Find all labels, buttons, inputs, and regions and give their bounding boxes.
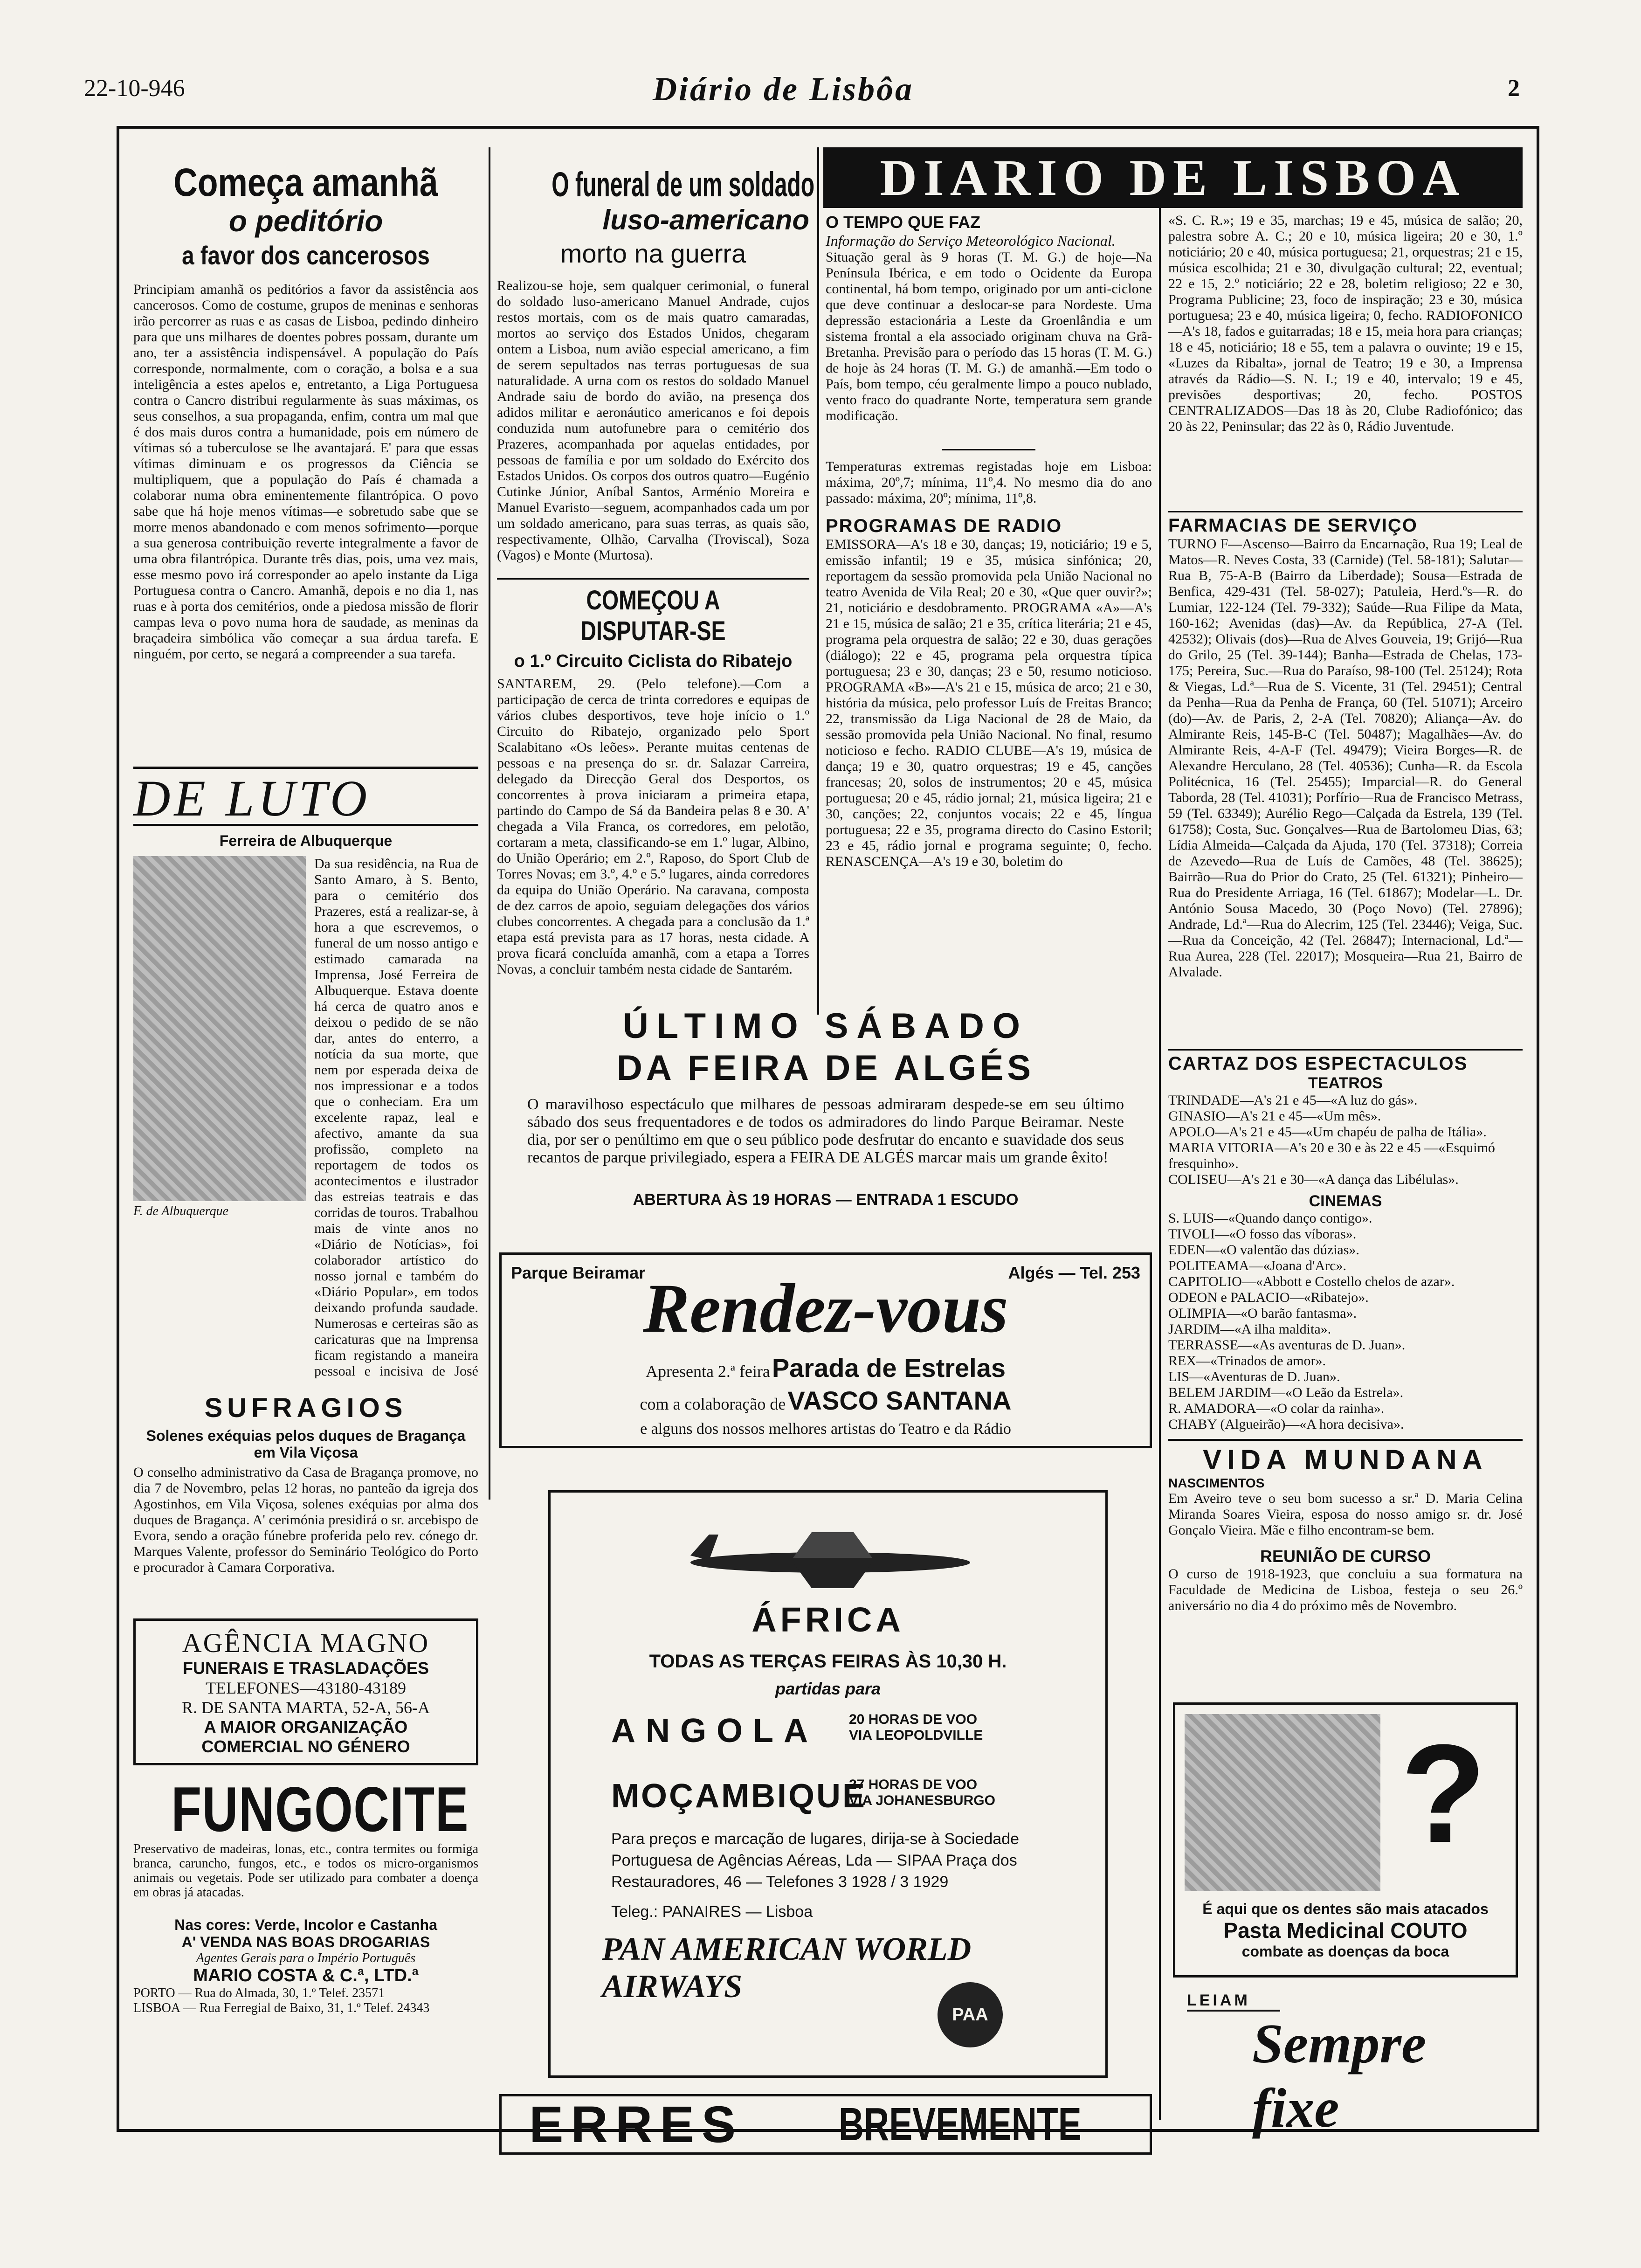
column-4 bbox=[1168, 213, 1523, 1632]
nascimentos-title: NASCIMENTOS bbox=[1168, 1476, 1265, 1490]
destination-info: 27 HORAS DE VOO VIA JOHANESBURGO bbox=[849, 1777, 995, 1808]
column-rule bbox=[817, 147, 819, 1015]
teatros-list bbox=[1168, 1093, 1523, 1188]
couto-line: combate as doenças da boca bbox=[1241, 1943, 1449, 1960]
rendez-title: Rendez-vous bbox=[643, 1270, 1008, 1347]
reuniao-body: O curso de 1918-1923, que concluiu a sua formatura na Faculdade de Medicina de Lisboa, festeja o seu 26.º aniversário no dia 4 do próximo mês de Novembro. bbox=[1168, 1566, 1523, 1613]
pharmacy-title: FARMACIAS DE SERVIÇO bbox=[1168, 511, 1523, 536]
pharmacy-body: TURNO F—Ascenso—Bairro da Encarnação, Rua 19; Leal de Matos—R. Neves Costa, 33 (Carnide) (Tel. 58-181); Salutar—Rua B, 75-A-B (Bairro da Liberdade); Sousa—Estrada de Benfica, 429-431 (Tel. 58-027); Patuleia, Herd.ºs—R. do Lumiar, 122-124 (Tel. 79-332); Saúde—Rua Filipe da Mata, 160-162; Avenidas (das)—Av. da República, 27-A (Tel. 42532); Olivais (dos)—Rua de Alves Gouveia, 19; Grijó—Rua do Grilo, 25 (Tel. 39-144); Banha—Estrada de Chelas, 173-175; Pereira, Suc.—Rua do Paraíso, 98-100 (Tel. 25124); Rota & Viegas, Ld.ª—Rua de S. Vicente, 31 (Tel. 29451); Central da Penha—Rua da Penha de França, 60 (Tel. 51071); Arceiro (do)—Av. de Paris, 2, 2-A (Tel. 70820); Aliança—Av. do Almirante Reis, 145-B-C (Tel. 50487); Magalhães—Av. do Almirante Reis, 4-A-F (Tel. 49479); Vieira Borges—R. de Alexandre Herculano, 28 (Tel. 40536); Cunha—R. da Escola Politécnica, 16 (Tel. 25455); Imparcial—R. do General Taborda, 28 (Tel. 41031); Porfírio—Rua de Francisco Metrass, 59 (Tel. 63349); Aurélio Rego—Calçada da Estrela, 139 (Tel. 61758); Costa, Suc. Gonçalves—Rua de Bartolomeu Dias, 63; Lídia Almeida—Calçada da Ajuda, 170 (Tel. 37318); Correia de Azevedo—Rua de Luís de Camões, 48 (Tel. 38625); Bairrão—Rua do Prior do Crato, 25 (Tel. 61321); Pinheiro—Rua do Presidente Arriaga, 16 (Tel. 61867); Modelar—L. Dr. António Sousa Macedo, 30 (Poço Novo) (Tel. 27896); Andrade, Ld.ª—Rua do Alecrim, 125 (Tel. 23446); Veiga, Suc.—Rua da Conceição, 42 (Tel. 26847); Internacional, Ld.ª—Rua Aurea, 228 (Tel. 22017); Mosqueira—Rua 21, Bairro de Alvalade. bbox=[1168, 536, 1523, 980]
reuniao-title: REUNIÃO DE CURSO bbox=[1260, 1547, 1431, 1566]
article-body: Principiam amanhã os peditórios a favor da assistência aos cancerosos. Como de costume, grupos de meninas e senhoras irão percorrer as ruas e as casas de Lisboa, pedindo dinheiro para que uns milhares de doentes pobres possam, durante um ano, ter a assistência indispensável. A população do País corresponde, normalmente, com o coração, a bolsa e a sua inteligência a estes apelos e, entretanto, a Liga Portuguesa contra o Cancro distribui regularmente às suas máximas, os seus conselhos, a sua propaganda, enfim, contra um mal que é dos mais duros contra a humanidade, pois em número de vítimas só a tuberculose se lhe avantajará. E' para que essas vítimas diminuam e os progressos da Ciência se multipliquem, que a população do País é chamada a colaborar numa obra eminentemente filantrópica. O povo sabe que há hoje menos vítimas—e sobretudo sabe que se morre menos abandonado e com menos sofrimento—porque a sua generosa contribuição reverte integralmente a favor de uma obra filantrópica. Durante três dias, pois, uma vez mais, esse mesmo povo irá corresponder ao apelo instante da Liga Portuguesa contra o Cancro. Amanhã, depois e no dia 1, nas ruas e à porta dos cemitérios, onde a piedosa missão de florir campas leva o povo numa hora de saudade, as meninas da braçadeira simbólica vão começar a sua árdua tarefa. E ninguém, por certo, se negará a compreender a sua tarefa. bbox=[133, 282, 478, 662]
radio-body: EMISSORA—A's 18 e 30, danças; 19, noticiário; 19 e 5, emissão infantil; 19 e 35, música sinfónica; 20, reportagem da sessão promovida pela União Nacional no teatro Avenida de Vila Real; 20 e 30, «Que quer ouvir?»; 21, noticiário e desdobramento. PROGRAMA «A»—A's 21 e 15, música de salão; 21 e 35, crítica literária; 21 e 45, programa pela orquestra de salão; 22 e 30, duas gerações (diálogo); 22 e 45, programa pela orquestra típica portuguesa; 23 e 30, danças; 23 e 50, resumo noticioso. PROGRAMA «B»—A's 21 e 15, música de arco; 21 e 30, história da música, pelo professor Luís de Freitas Branco; 22, transmissão da Liga Nacional de 28 de Maio, da sessão promovida pela União Nacional. No final, resumo noticioso e fecho. RADIO CLUBE—A's 19, música de dança; 19 e 30, quatro orquestras; 19 e 45, canções francesas; 20, solos de instrumentos; 20 e 45, música portuguesa; 20 e 45, rádio jornal; 21, música ligeira; 21 e 30, canções; 22, conjuntos vocais; 22 e 45, língua portuguesa; 22 e 35, programa directo do Casino Estoril; 23 e 45, rádio jornal e programa seguinte; 0, fecho. RENASCENÇA—A's 19 e 30, boletim do bbox=[826, 537, 1152, 869]
headline-italic: o peditório bbox=[228, 204, 383, 238]
couto-brand: Pasta Medicinal COUTO bbox=[1223, 1918, 1468, 1943]
listing-item: TRINDADE—A's 21 e 45—«A luz do gás». bbox=[1168, 1093, 1418, 1108]
page-number: 2 bbox=[1508, 75, 1520, 102]
vida-mundana-title: VIDA MUNDANA bbox=[1168, 1439, 1523, 1476]
article-ciclismo bbox=[497, 578, 809, 1040]
temperature-body: Temperaturas extremas registadas hoje em Lisboa: máxima, 20º,7; mínima, 11º,4. No mesmo dia do ano passado: máxima, 20º; mínima, 11º,8. bbox=[826, 459, 1152, 506]
agencia-magno-ad bbox=[133, 1618, 478, 1765]
agencia-phones: TELEFONES—43180-43189 bbox=[206, 1679, 406, 1697]
fungocite-address: PORTO — Rua do Almada, 30, 1.º Telef. 23571 bbox=[133, 1986, 385, 2000]
listing-item: CHABY (Algueirão)—«A hora decisiva». bbox=[1168, 1417, 1404, 1432]
feira-footer: ABERTURA ÀS 19 HORAS — ENTRADA 1 ESCUDO bbox=[633, 1191, 1019, 1209]
africa-line: TODAS AS TERÇAS FEIRAS ÀS 10,30 H. bbox=[649, 1651, 1007, 1672]
feira-alges-ad bbox=[499, 1005, 1152, 1220]
agencia-address: R. DE SANTA MARTA, 52-A, 56-A bbox=[181, 1698, 430, 1717]
feira-body: O maravilhoso espectáculo que milhares de pessoas admiraram despede-se em seu último sábado dos seus frequentadores e de todos os admiradores do lindo Parque Beiramar. Neste dia, por ser o penúltimo em que o seu público pode desfrutar do encanto e suavidade dos seus recantos de parque privilegiado, espera a FEIRA DE ALGÉS marcar mais um grande êxito! bbox=[527, 1096, 1124, 1166]
erres-ad bbox=[499, 2094, 1152, 2155]
listing-item: TERRASSE—«As aventuras de D. Juan». bbox=[1168, 1337, 1406, 1353]
newspaper-title: Diário de Lisbôa bbox=[653, 70, 914, 108]
fungocite-body: Preservativo de madeiras, lonas, etc., contra termites ou formiga branca, caruncho, fungos, etc., e todos os micro-organismos animais ou vegetais. Pode ser utilizado para combater a doença em obras já atacadas. bbox=[133, 1842, 478, 1900]
subheadline: a favor dos cancerosos bbox=[182, 241, 430, 270]
rendez-vous-ad bbox=[499, 1252, 1152, 1448]
cinemas-title: CINEMAS bbox=[1309, 1192, 1382, 1210]
page-date: 22-10-946 bbox=[84, 75, 185, 102]
radio-title: PROGRAMAS DE RADIO bbox=[826, 516, 1062, 536]
article-soldado bbox=[497, 165, 815, 572]
column-rule bbox=[489, 147, 490, 1500]
sufragios-subtitle: Solenes exéquias pelos duques de Bragança em Vila Viçosa bbox=[146, 1427, 466, 1461]
listing-item: COLISEU—A's 21 e 30—«A dança das Libélulas». bbox=[1168, 1172, 1459, 1187]
skull-illustration bbox=[1185, 1714, 1380, 1891]
listing-item: APOLO—A's 21 e 45—«Um chapéu de palha de Itália». bbox=[1168, 1124, 1487, 1140]
luto-section bbox=[133, 767, 478, 1378]
weather-title: O TEMPO QUE FAZ bbox=[826, 213, 981, 232]
listing-item: TIVOLI—«O fosso das víboras». bbox=[1168, 1226, 1357, 1242]
africa-title: ÁFRICA bbox=[752, 1600, 904, 1639]
headline: O funeral de um soldado bbox=[552, 165, 815, 204]
rendez-text: com a colaboração de bbox=[640, 1395, 786, 1413]
headline-italic: luso-americano bbox=[602, 204, 809, 235]
subheadline: morto na guerra bbox=[560, 239, 746, 268]
sufragios-title: SUFRAGIOS bbox=[204, 1393, 407, 1423]
listing-item: JARDIM—«A ilha maldita». bbox=[1168, 1321, 1331, 1337]
nascimentos-body: Em Aveiro teve o seu bom sucesso a sr.ª D. Maria Celina Miranda Soares Vieira, esposa do nosso amigo sr. dr. José Gonçalo Vieira. Mãe e filho encontram-se bem. bbox=[1168, 1491, 1523, 1538]
column-1 bbox=[133, 129, 478, 2016]
sufragios-body: O conselho administrativo da Casa de Bragança promove, no dia 7 de Novembro, pelas 12 horas, no panteão da igreja dos Agostinhos, em Vila Viçosa, solenes exéquias por alma dos duques de Bragança. A' cerimónia presidirá o sr. arcebispo de Evora, sendo a oração fúnebre proferida pelo rev. cónego dr. Marques Valente, professor do Seminário Teológico do Porto e procurador à Camara Corporativa. bbox=[133, 1465, 478, 1575]
airline-logo: PAA bbox=[938, 1982, 1003, 2047]
rendez-left: Parque Beiramar bbox=[511, 1263, 646, 1282]
headline: Começa amanhã bbox=[173, 160, 438, 204]
rendez-show: Parada de Estrelas bbox=[772, 1353, 1006, 1383]
weather-body: Situação geral às 9 horas (T. M. G.) de hoje—Na Península Ibérica, e em todo o Ocidente da Europa continental, há bom tempo, originado por um anti-ciclone que deve continuar a deslocar-se para Nordeste. Uma depressão estacionária a Leste da Groenlândia e um sistema frontal a ela associado originam chuva na Grã-Bretanha. Previsão para o período das 15 horas (T. M. G.) de hoje às 24 horas (T. M. G.) de amanhã.—Em todo o País, bom tempo, céu geralmente limpo a pouco nublado, vento fraco do quadrante Norte, temperatura sem grande modificação. bbox=[826, 249, 1152, 423]
masthead: DIARIO DE LISBOA bbox=[823, 147, 1523, 208]
cartaz-title: CARTAZ DOS ESPECTACULOS bbox=[1168, 1049, 1523, 1074]
question-mark-icon: ? bbox=[1400, 1715, 1486, 1872]
divider bbox=[942, 449, 1035, 450]
fungocite-ad bbox=[133, 1774, 478, 2016]
agencia-line: A MAIOR ORGANIZAÇÃO bbox=[204, 1717, 408, 1736]
agencia-line: FUNERAIS E TRASLADAÇÕES bbox=[182, 1659, 429, 1678]
sufragios-section bbox=[133, 1392, 478, 1609]
africa-teleg: Teleg.: PANAIRES — Lisboa bbox=[611, 1903, 813, 1921]
rendez-text: e alguns dos nossos melhores artistas do Teatro e da Rádio bbox=[640, 1420, 1011, 1438]
destination-info: 20 HORAS DE VOO VIA LEOPOLDVILLE bbox=[849, 1712, 983, 1743]
luto-subtitle: Ferreira de Albuquerque bbox=[219, 832, 393, 849]
erres-soon: BREVEMENTE bbox=[839, 2098, 1082, 2150]
destination-mocambique: MOÇAMBIQUE bbox=[611, 1777, 867, 1815]
article-body: Realizou-se hoje, sem qualquer cerimonial, o funeral do soldado luso-americano Manuel Andrade, cujos restos mortais, com os de mais quatro camaradas, mortos ao serviço dos Estados Unidos, chegaram ontem a Lisboa, num avião especial americano, a fim de serem sepultados nas terras portuguesas de sua naturalidade. A urna com os restos do soldado Manuel Andrade saiu de bordo do avião, na presença dos adidos militar e aeronáutico americanos e foi depois conduzida num autofunebre para o cemitério dos Prazeres, acompanhada por aquelas entidades, por pessoas de família e por um soldado do Exército dos Estados Unidos. Os corpos dos outros quatro—Eugénio Cutinke Júnior, Aníbal Santos, Arménio Moreira e Manuel Evaristo—seguem, acompanhados cada um por um soldado americano, para suas terras, as quais são, respectivamente, Olhão, Carvalha (Troviscal), Soza (Vagos) e Monte (Murtosa). bbox=[497, 278, 809, 563]
listing-item: S. LUIS—«Quando danço contigo». bbox=[1168, 1210, 1372, 1226]
subheadline: o 1.º Circuito Ciclista do Ribatejo bbox=[514, 651, 793, 671]
africa-line: partidas para bbox=[775, 1679, 881, 1698]
sempre-fixe-ad bbox=[1187, 1991, 1513, 2139]
luto-title: DE LUTO bbox=[133, 773, 478, 826]
airline-name: PAN AMERICAN WORLD AIRWAYS bbox=[602, 1931, 972, 2005]
portrait-photo bbox=[133, 856, 306, 1201]
listing-item: GINASIO—A's 21 e 45—«Um mês». bbox=[1168, 1108, 1381, 1124]
headline: COMEÇOU A DISPUTAR-SE bbox=[580, 585, 726, 646]
listing-item: EDEN—«O valentão das dúzias». bbox=[1168, 1242, 1359, 1258]
luto-body: Da sua residência, na Rua de Santo Amaro, à S. Bento, para o cemitério dos Prazeres, está a realizar-se, à hora a que escrevemos, o funeral de um nosso antigo e estimado camarada na Imprensa, José Ferreira de Albuquerque. Estava doente há cerca de quatro anos e deixou o pedido de se não dar, antes do enterro, a notícia da sua morte, que nem por esperada deixa de nos impressionar e a todos que o conheciam. Era um excelente rapaz, leal e afectivo, amante da sua profissão, completo na reportagem de todos os acontecimentos e ilustrador das estreias teatrais e das corridas de touros. Trabalhou mais de vinte anos no «Diário de Notícias», foi colaborador artístico do nosso jornal e também do «Diário Popular», em todos deixando profunda saudade. Numerosas e certeiras são as caricaturas que na Imprensa ficam registando a maneira pessoal e incisiva de José bbox=[314, 856, 478, 1378]
listing-item: R. AMADORA—«O colar da rainha». bbox=[1168, 1401, 1385, 1416]
africa-airline-ad bbox=[548, 1490, 1108, 2078]
listing-item: REX—«Trinados de amor». bbox=[1168, 1353, 1326, 1369]
agencia-name: AGÊNCIA MAGNO bbox=[182, 1628, 430, 1658]
weather-subtitle: Informação do Serviço Meteorológico Nacional. bbox=[826, 232, 1116, 249]
listing-item: LIS—«Aventuras de D. Juan». bbox=[1168, 1369, 1340, 1384]
sempre-fixe-logo: Sempre fixe bbox=[1252, 2012, 1427, 2139]
cinemas-list bbox=[1168, 1210, 1523, 1432]
airplane-icon bbox=[676, 1530, 979, 1590]
teatros-title: TEATROS bbox=[1308, 1074, 1383, 1092]
listing-item: OLIMPIA—«O barão fantasma». bbox=[1168, 1306, 1357, 1321]
fungocite-address: LISBOA — Rua Ferregial de Baixo, 31, 1.º Telef. 24343 bbox=[133, 2001, 430, 2015]
pasta-couto-ad bbox=[1173, 1702, 1518, 1978]
page-frame bbox=[117, 126, 1539, 2153]
listing-item: CAPITOLIO—«Abbott e Costello chelos de azar». bbox=[1168, 1274, 1455, 1289]
africa-body: Para preços e marcação de lugares, dirija-se à Sociedade Portuguesa de Agências Aéreas, Lda — SIPAA Praça dos Restauradores, 46 — Telefones 3 1928 / 3 1929 bbox=[611, 1830, 1020, 1891]
column-3 bbox=[826, 213, 1152, 952]
fungocite-line: Nas cores: Verde, Incolor e Castanha bbox=[174, 1916, 437, 1933]
erres-name: ERRES bbox=[529, 2095, 744, 2153]
fungocite-name: FUNGOCITE bbox=[171, 1774, 469, 1845]
article-body: SANTAREM, 29. (Pelo telefone).—Com a participação de cerca de trinta corredores e equipas de vários clubes desportivos, teve hoje início o 1.º Circuito do Ribatejo, organizado pelo Sport Scalabitano «Os leões». Perante muitas centenas de pessoas e na presença do sr. dr. Salazar Carreira, delegado da Direcção Geral dos Desportos, os concorrentes à prova iniciaram a primeira etapa, partindo do Campo de Sá da Bandeira pelas 8 e 30. A' chegada a Vila Franca, os corredores, em pelotão, cortaram a meta, classificando-se em 1.º lugar, Albino, do União Operário; em 2.º, Raposo, do Sport Club de Torres Novas; em 3.º, 4.º e 5.º lugares, ainda corredores da equipa do União Operário. Na caravana, composta de dez carros de apoio, seguiam delegações dos vários clubes concorrentes. A chegada para a conclusão da 1.ª etapa está prevista para as 17 horas, nesta cidade. A prova ficará concluída amanhã, com a etapa a Torres Novas, a concluir também nesta cidade de Santarém. bbox=[497, 676, 809, 977]
page-header bbox=[84, 70, 1520, 112]
photo-caption: F. de Albuquerque bbox=[133, 1204, 229, 1218]
article-cancerosos bbox=[133, 161, 478, 757]
fungocite-agent: MARIO COSTA & C.ª, LTD.ª bbox=[193, 1966, 419, 1985]
couto-line: É aqui que os dentes são mais atacados bbox=[1202, 1901, 1489, 1917]
column-rule bbox=[1159, 147, 1161, 2120]
rendez-star: VASCO SANTANA bbox=[787, 1386, 1012, 1415]
fungocite-line: A' VENDA NAS BOAS DROGARIAS bbox=[181, 1934, 430, 1950]
feira-line: ÚLTIMO SÁBADO bbox=[622, 1006, 1029, 1046]
listing-item: MARIA VITORIA—A's 20 e 30 e às 22 e 45 —«Esquimó fresquinho». bbox=[1168, 1140, 1495, 1171]
fungocite-line: Agentes Gerais para o Império Português bbox=[196, 1951, 416, 1965]
radio-continuation: «S. C. R.»; 19 e 35, marchas; 19 e 45, música de salão; 20, palestra sobre A. C.; 20 e 10, música ligeira; 20 e 30, 1.º noticiário; 20 e 40, música portuguesa; 21, orquestras; 21 e 15, música escolhida; 21 e 30, divulgação cultural; 22, eventual; 22 e 15, 2.º noticiário; 22 e 28, boletim religioso; 22 e 30, Programa Publicine; 23, foco de inspiração; 23 e 30, música portuguesa; 23 e 40, música ligeira; 0, fecho. RADIOFONICO—A's 18, fados e guitarradas; 18 e 15, meia hora para crianças; 18 e 45, noticiário; 18 e 55, tem a palavra o ouvinte; 19 e 15, «Luzes da Ribalta», jornal de Teatro; 19 e 30, a Imprensa através da Rádio—S. N. I.; 19 e 40, intervalo; 19 e 45, previsões desportivas; 20, fecho. POSTOS CENTRALIZADOS—Das 18 às 20, Clube Radiofónico; das 20 às 22, Peninsular; das 22 às 0, Rádio Juventude. bbox=[1168, 213, 1523, 434]
leiam-label: LEIAM bbox=[1187, 1991, 1280, 2012]
column-2 bbox=[497, 129, 815, 1040]
rendez-right: Algés — Tel. 253 bbox=[1008, 1263, 1140, 1282]
agencia-line: COMERCIAL NO GÉNERO bbox=[201, 1737, 410, 1756]
rendez-text: Apresenta 2.ª feira bbox=[646, 1362, 770, 1381]
listing-item: ODEON e PALACIO—«Ribatejo». bbox=[1168, 1290, 1369, 1305]
listing-item: BELEM JARDIM—«O Leão da Estrela». bbox=[1168, 1385, 1404, 1400]
destination-angola: ANGOLA bbox=[611, 1712, 818, 1749]
feira-line: DA FEIRA DE ALGÉS bbox=[616, 1048, 1035, 1088]
listing-item: POLITEAMA—«Joana d'Arc». bbox=[1168, 1258, 1347, 1273]
